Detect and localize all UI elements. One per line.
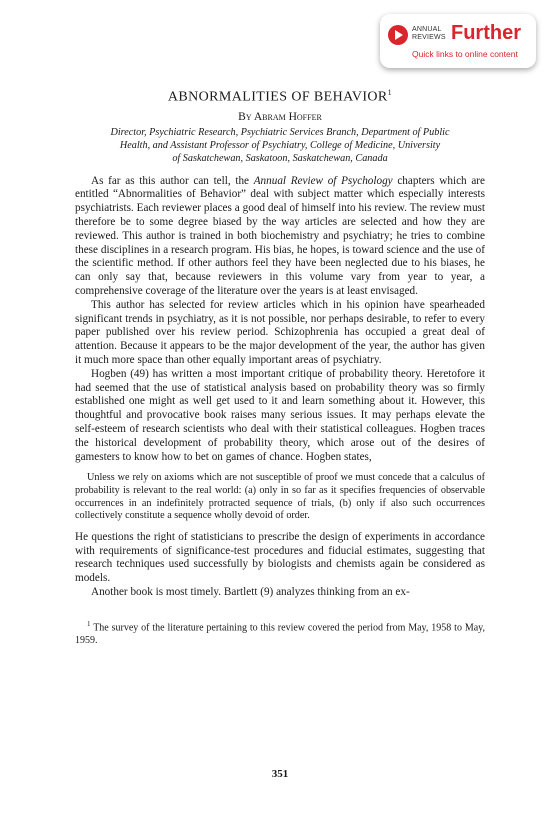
publisher-name-line-1: ANNUAL — [412, 26, 442, 33]
annual-reviews-logo-icon — [388, 25, 408, 45]
author-affiliation — [75, 126, 485, 165]
title-footnote-mark: 1 — [387, 88, 393, 97]
paragraph-5: Another book is most timely. Bartlett (9) analyzes thinking from an ex- — [91, 585, 410, 598]
paragraph-1: As far as this author can tell, the Annual Review of Psychology chapters which are entitled “Abnormalities of Behavior” deal with subject matter which especially interests psychiatrists. Each reviewer places a good deal of himself into his review. The review must therefore be to some degree biased by the way articles are selected and how they are reviewed. This author is trained in both biochemistry and psychiatry; he tries to combine these disciplines in a research program. His bias, he hopes, is toward science and the use of the scientific method. If other authors feel they have been neglected due to his biases, he can only say that, because reviewers in this volume vary from year to year, a comprehensive coverage of the literature over the years is at least envisaged. — [75, 174, 485, 298]
author-line: By Abram Hoffer — [238, 110, 322, 123]
affiliation-line: Health, and Assistant Professor of Psychiatry, College of Medicine, University — [119, 139, 441, 151]
further-subtitle: Quick links to online content — [412, 49, 518, 59]
affiliation-line: Director, Psychiatric Research, Psychiatric Services Branch, Department of Public — [110, 126, 450, 138]
publisher-name — [412, 26, 446, 42]
paragraph-2: This author has selected for review articles which in his opinion have spearheaded significant trends in psychiatry, as it is not possible, nor perhaps desirable, to refer to every paper published over his review period. Schizophrenia has occupied a great deal of attention. Because it appears to be the major development of the year, the author has given it much more space than other equally important areas of psychiatry. — [75, 298, 485, 367]
footnote-mark: 1 — [87, 619, 91, 628]
footnote — [75, 618, 485, 648]
article-title-text: ABNORMALITIES OF BEHAVIOR — [167, 89, 388, 105]
article-title — [75, 84, 485, 106]
page-number: 351 — [271, 768, 289, 780]
article-body — [75, 84, 485, 658]
publisher-name-line-2: REVIEWS — [412, 34, 446, 41]
block-quote: Unless we rely on axioms which are not susceptible of proof we must concede that a calculus of probability is relevant to the real world: (a) only in so far as it specifies frequencies of observable occurrences in an indefinitely protracted sequence of trials, (b) only if also such occurrences collectively constitute a sequence wholly devoid of order. — [75, 472, 485, 522]
paragraph-3: Hogben (49) has written a most important critique of probability theory. Heretofore it had seemed that the use of statistical analysis based on probability theory was so firmly established one might as well get used to it and learn something about it. However, this thoughtful and provocative book raises many serious issues. It may perhaps elevate the self-esteem of research scientists who deal with their statistical colleagues. Hogben traces the historical development of probability theory, which arose out of the desires of gamesters to know how to bet on games of chance. Hogben states, — [75, 367, 485, 463]
affiliation-line: of Saskatchewan, Saskatoon, Saskatchewan, Canada — [172, 152, 388, 164]
paragraph-4: He questions the right of statisticians to prescribe the design of experiments in accordance with requirements of significance-test procedures and fiducial estimates, suggesting that research techniques used successfully by biologists and chemists again be considered as models. — [75, 530, 485, 585]
further-label: Further — [451, 22, 521, 44]
footnote-text: The survey of the literature pertaining to this review covered the period from May, 1958 to May, 1959. — [75, 622, 485, 646]
further-links-badge[interactable] — [380, 14, 536, 68]
journal-name: Annual Review of Psychology — [253, 174, 393, 187]
